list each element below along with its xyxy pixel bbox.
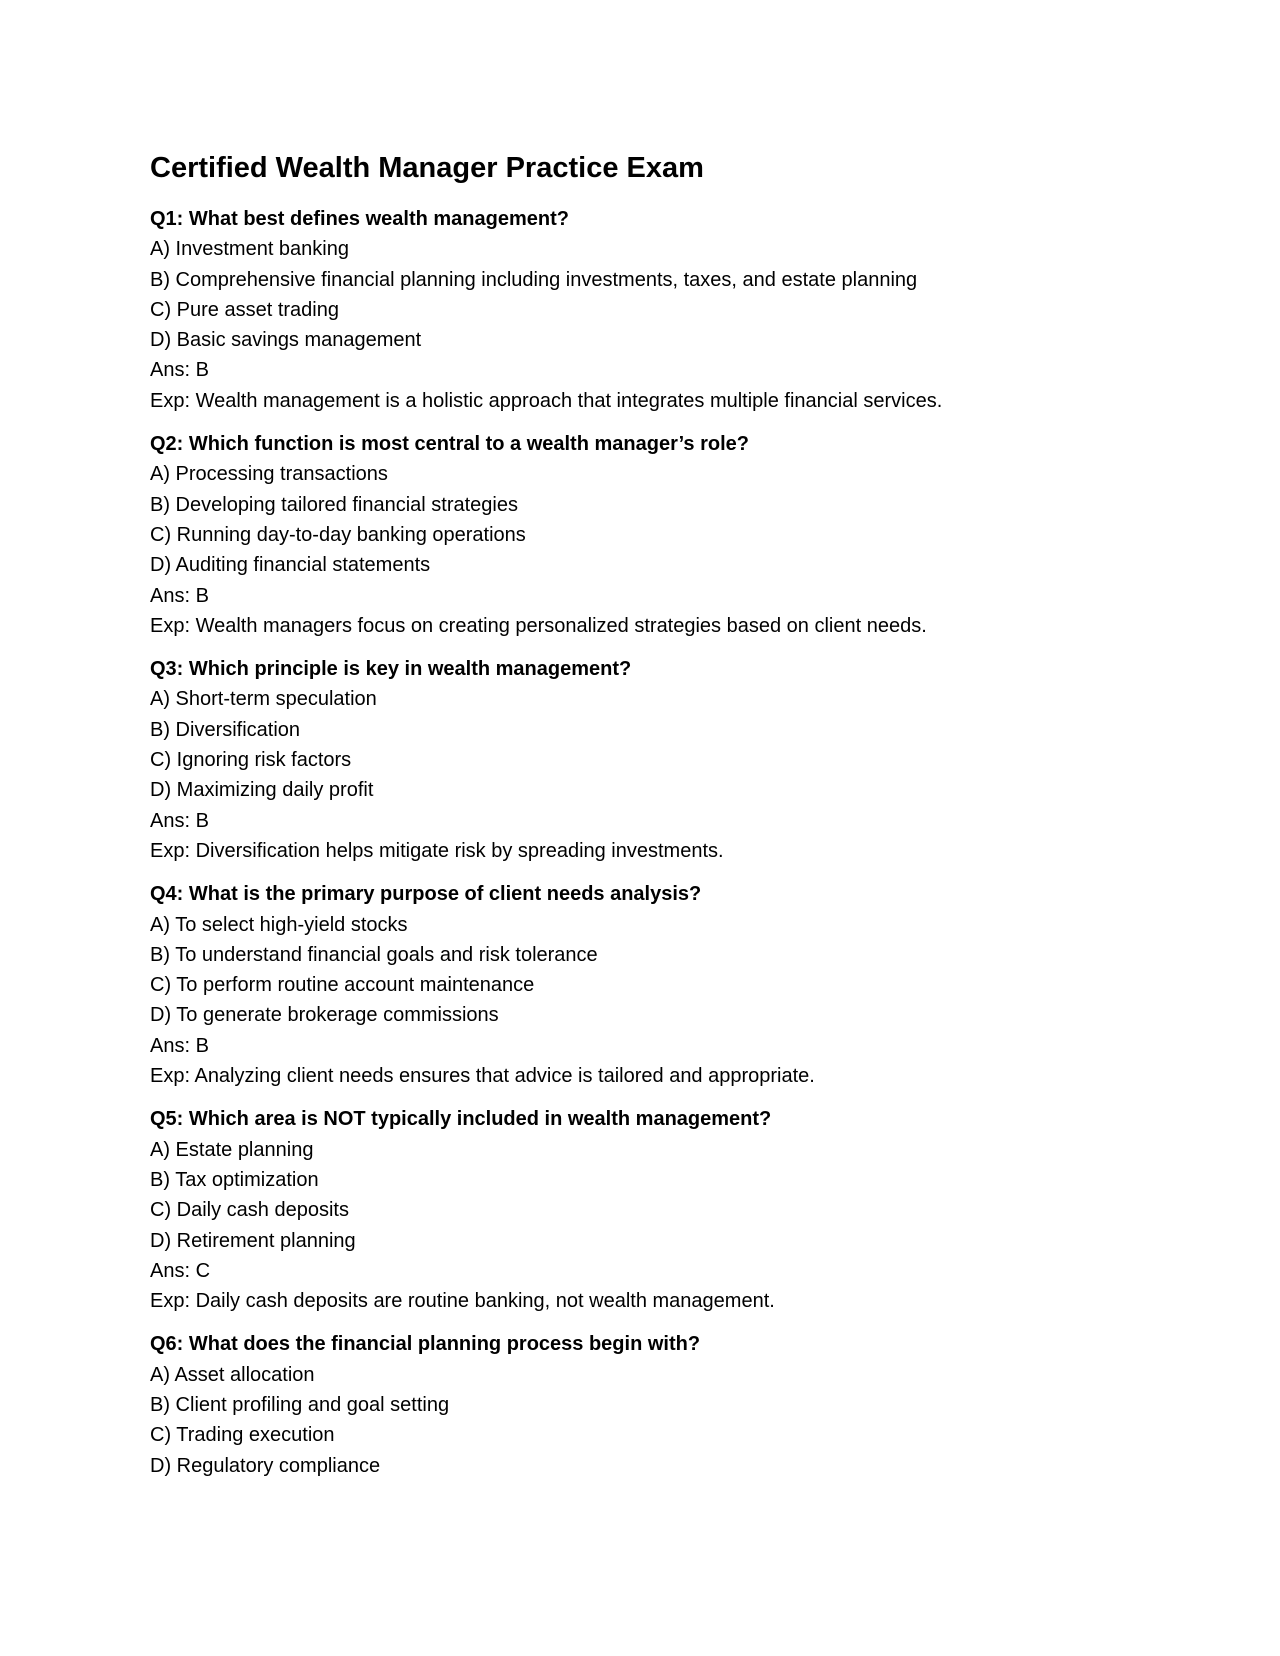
explanation-line: Exp: Diversification helps mitigate risk by spreading investments. [150,839,724,862]
answer-line: Ans: B [150,584,209,607]
explanation-line: Exp: Analyzing client needs ensures that advice is tailored and appropriate. [150,1065,815,1088]
answer-line: Ans: B [150,359,209,382]
answer-line: Ans: B [150,1034,209,1057]
question-text: Q1: What best defines wealth management? [150,208,569,230]
question-block-1 [150,204,1150,416]
option-d: D) Retirement planning [150,1229,356,1252]
question-text: Q3: Which principle is key in wealth management? [150,658,632,681]
option-b: B) Comprehensive financial planning including investments, taxes, and estate planning [150,268,918,291]
option-b: B) To understand financial goals and risk tolerance [150,943,598,966]
option-a: A) To select high-yield stocks [150,913,408,936]
question-block-3 [150,654,1150,866]
document-page [150,150,1150,1494]
question-text: Q2: Which function is most central to a wealth manager’s role? [150,433,749,456]
page-title: Certified Wealth Manager Practice Exam [150,152,704,184]
answer-line: Ans: B [150,809,209,832]
option-a: A) Estate planning [150,1138,314,1161]
option-d: D) Auditing financial statements [150,554,431,577]
option-b: B) Diversification [150,718,301,741]
question-block-6 [150,1329,1150,1480]
explanation-line: Exp: Wealth managers focus on creating personalized strategies based on client needs. [150,614,927,637]
question-block-4 [150,879,1150,1091]
explanation-line: Exp: Daily cash deposits are routine banking, not wealth management. [150,1290,775,1313]
question-text: Q6: What does the financial planning process begin with? [150,1333,701,1356]
option-d: D) Maximizing daily profit [150,779,374,802]
option-d: D) To generate brokerage commissions [150,1004,499,1027]
option-a: A) Investment banking [150,238,349,261]
option-b: B) Developing tailored financial strategies [150,493,518,516]
question-text: Q5: Which area is NOT typically included in wealth management? [150,1108,772,1131]
question-block-2 [150,429,1150,641]
question-text: Q4: What is the primary purpose of client needs analysis? [150,883,702,906]
question-block-5 [150,1104,1150,1316]
option-d: D) Regulatory compliance [150,1454,381,1477]
option-c: C) To perform routine account maintenance [150,974,535,997]
option-b: B) Tax optimization [150,1168,319,1191]
answer-line: Ans: C [150,1259,211,1282]
option-c: C) Trading execution [150,1424,335,1447]
option-c: C) Ignoring risk factors [150,749,352,772]
option-a: A) Processing transactions [150,463,388,486]
option-b: B) Client profiling and goal setting [150,1393,450,1416]
option-d: D) Basic savings management [150,329,422,352]
option-a: A) Short-term speculation [150,688,377,711]
option-c: C) Pure asset trading [150,298,339,321]
option-a: A) Asset allocation [150,1363,315,1386]
option-c: C) Daily cash deposits [150,1199,349,1222]
option-c: C) Running day-to-day banking operations [150,523,526,546]
explanation-line: Exp: Wealth management is a holistic approach that integrates multiple financial services. [150,389,943,412]
